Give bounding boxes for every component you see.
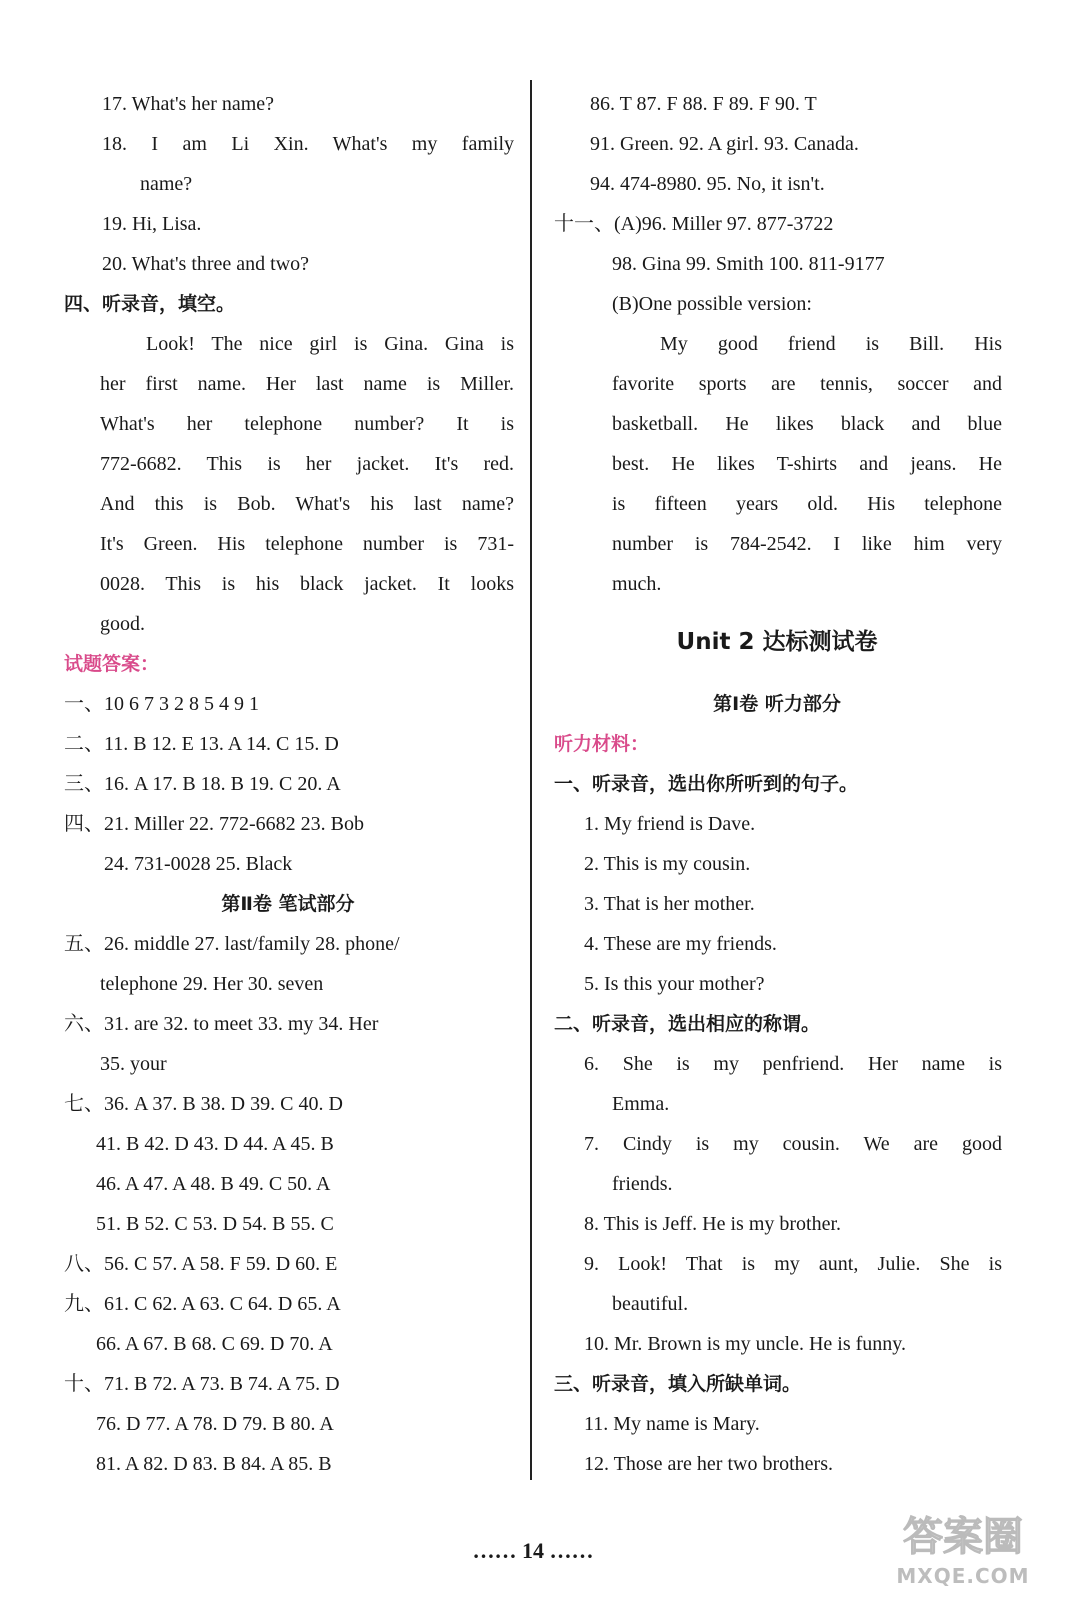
left-line-28: 51. B 52. C 53. D 54. B 55. C (96, 1213, 334, 1235)
right-line-22: 二、听录音，选出相应的称谓。 (554, 1013, 821, 1035)
left-line-0: 17. What's her name? (102, 93, 275, 115)
watermark-logo-icon (868, 1500, 1058, 1570)
right-line-14: 第Ⅰ卷 听力部分 (713, 693, 841, 715)
right-line-30: 10. Mr. Brown is my uncle. He is funny. (584, 1333, 907, 1355)
watermark-text: MXQE.COM (896, 1564, 1030, 1588)
right-line-12: much. (612, 573, 662, 595)
right-line-15: 听力材料： (554, 733, 650, 755)
left-line-17: 三、16. A 17. B 18. B 19. C 20. A (64, 773, 341, 795)
left-line-34: 81. A 82. D 83. B 84. A 85. B (96, 1453, 332, 1475)
left-line-8: What's her telephone number? It is (100, 413, 514, 435)
left-line-25: 七、36. A 37. B 38. D 39. C 40. D (64, 1093, 343, 1115)
right-line-10: is fifteen years old. His telephone (612, 493, 1002, 515)
left-line-11: It's Green. His telephone number is 731- (100, 533, 514, 555)
right-line-32: 11. My name is Mary. (584, 1413, 760, 1435)
right-line-23: 6. She is my penfriend. Her name is (584, 1053, 1002, 1075)
left-line-14: 试题答案： (64, 653, 160, 675)
left-line-27: 46. A 47. A 48. B 49. C 50. A (96, 1173, 331, 1195)
right-line-17: 1. My friend is Dave. (584, 813, 756, 835)
page-number: …… 14 …… (472, 1538, 594, 1563)
left-line-20: 第Ⅱ卷 笔试部分 (221, 893, 355, 915)
left-line-2: name? (140, 173, 193, 195)
right-line-2: 94. 474-8980. 95. No, it isn't. (590, 173, 825, 195)
watermark (868, 1500, 1058, 1594)
left-line-21: 五、26. middle 27. last/family 28. phone/ (64, 933, 400, 955)
right-line-0: 86. T 87. F 88. F 89. F 90. T (590, 93, 817, 115)
watermark-logo-text: 答案圈 (903, 1514, 1023, 1560)
right-line-26: friends. (612, 1173, 673, 1195)
left-line-5: 四、听录音，填空。 (64, 293, 236, 315)
right-line-19: 3. That is her mother. (584, 893, 755, 915)
left-line-4: 20. What's three and two? (102, 253, 310, 275)
right-line-9: best. He likes T-shirts and jeans. He (612, 453, 1002, 475)
left-line-19: 24. 731-0028 25. Black (104, 853, 293, 875)
right-line-21: 5. Is this your mother? (584, 973, 765, 995)
left-line-23: 六、31. are 32. to meet 33. my 34. Her (64, 1013, 379, 1035)
left-line-33: 76. D 77. A 78. D 79. B 80. A (96, 1413, 334, 1435)
right-line-4: 98. Gina 99. Smith 100. 811-9177 (612, 253, 885, 275)
right-line-31: 三、听录音，填入所缺单词。 (554, 1373, 802, 1395)
right-line-6: My good friend is Bill. His (660, 333, 1002, 355)
right-line-25: 7. Cindy is my cousin. We are good (584, 1133, 1002, 1155)
left-line-32: 十、71. B 72. A 73. B 74. A 75. D (64, 1373, 340, 1395)
right-line-27: 8. This is Jeff. He is my brother. (584, 1213, 842, 1235)
right-line-29: beautiful. (612, 1293, 689, 1315)
left-line-6: Look! The nice girl is Gina. Gina is (146, 333, 514, 355)
left-line-16: 二、11. B 12. E 13. A 14. C 15. D (64, 733, 339, 755)
right-line-18: 2. This is my cousin. (584, 853, 751, 875)
right-line-16: 一、听录音，选出你所听到的句子。 (554, 773, 859, 795)
right-line-20: 4. These are my friends. (584, 933, 777, 955)
left-line-1: 18. I am Li Xin. What's my family (102, 133, 514, 155)
right-line-28: 9. Look! That is my aunt, Julie. She is (584, 1253, 1002, 1275)
left-line-18: 四、21. Miller 22. 772-6682 23. Bob (64, 813, 364, 835)
left-line-24: 35. your (100, 1053, 167, 1075)
left-line-3: 19. Hi, Lisa. (102, 213, 202, 235)
column-divider (530, 80, 532, 1480)
left-line-9: 772-6682. This is her jacket. It's red. (100, 453, 514, 475)
left-line-30: 九、61. C 62. A 63. C 64. D 65. A (64, 1293, 341, 1315)
left-line-22: telephone 29. Her 30. seven (100, 973, 324, 995)
left-line-12: 0028. This is his black jacket. It looks (100, 573, 514, 595)
right-line-24: Emma. (612, 1093, 670, 1115)
left-line-15: 一、10 6 7 3 2 8 5 4 9 1 (64, 693, 259, 715)
left-line-31: 66. A 67. B 68. C 69. D 70. A (96, 1333, 333, 1355)
left-line-13: good. (100, 613, 145, 635)
left-line-26: 41. B 42. D 43. D 44. A 45. B (96, 1133, 334, 1155)
left-line-7: her first name. Her last name is Miller. (100, 373, 514, 395)
left-line-29: 八、56. C 57. A 58. F 59. D 60. E (64, 1253, 338, 1275)
right-line-8: basketball. He likes black and blue (612, 413, 1002, 435)
left-line-10: And this is Bob. What's his last name? (100, 493, 514, 515)
right-line-13: Unit 2 达标测试卷 (676, 629, 878, 655)
right-line-1: 91. Green. 92. A girl. 93. Canada. (590, 133, 859, 155)
right-line-11: number is 784-2542. I like him very (612, 533, 1002, 555)
right-line-7: favorite sports are tennis, soccer and (612, 373, 1002, 395)
right-line-5: (B)One possible version: (612, 293, 812, 315)
right-line-3: 十一、(A)96. Miller 97. 877-3722 (554, 213, 834, 235)
right-line-33: 12. Those are her two brothers. (584, 1453, 834, 1475)
